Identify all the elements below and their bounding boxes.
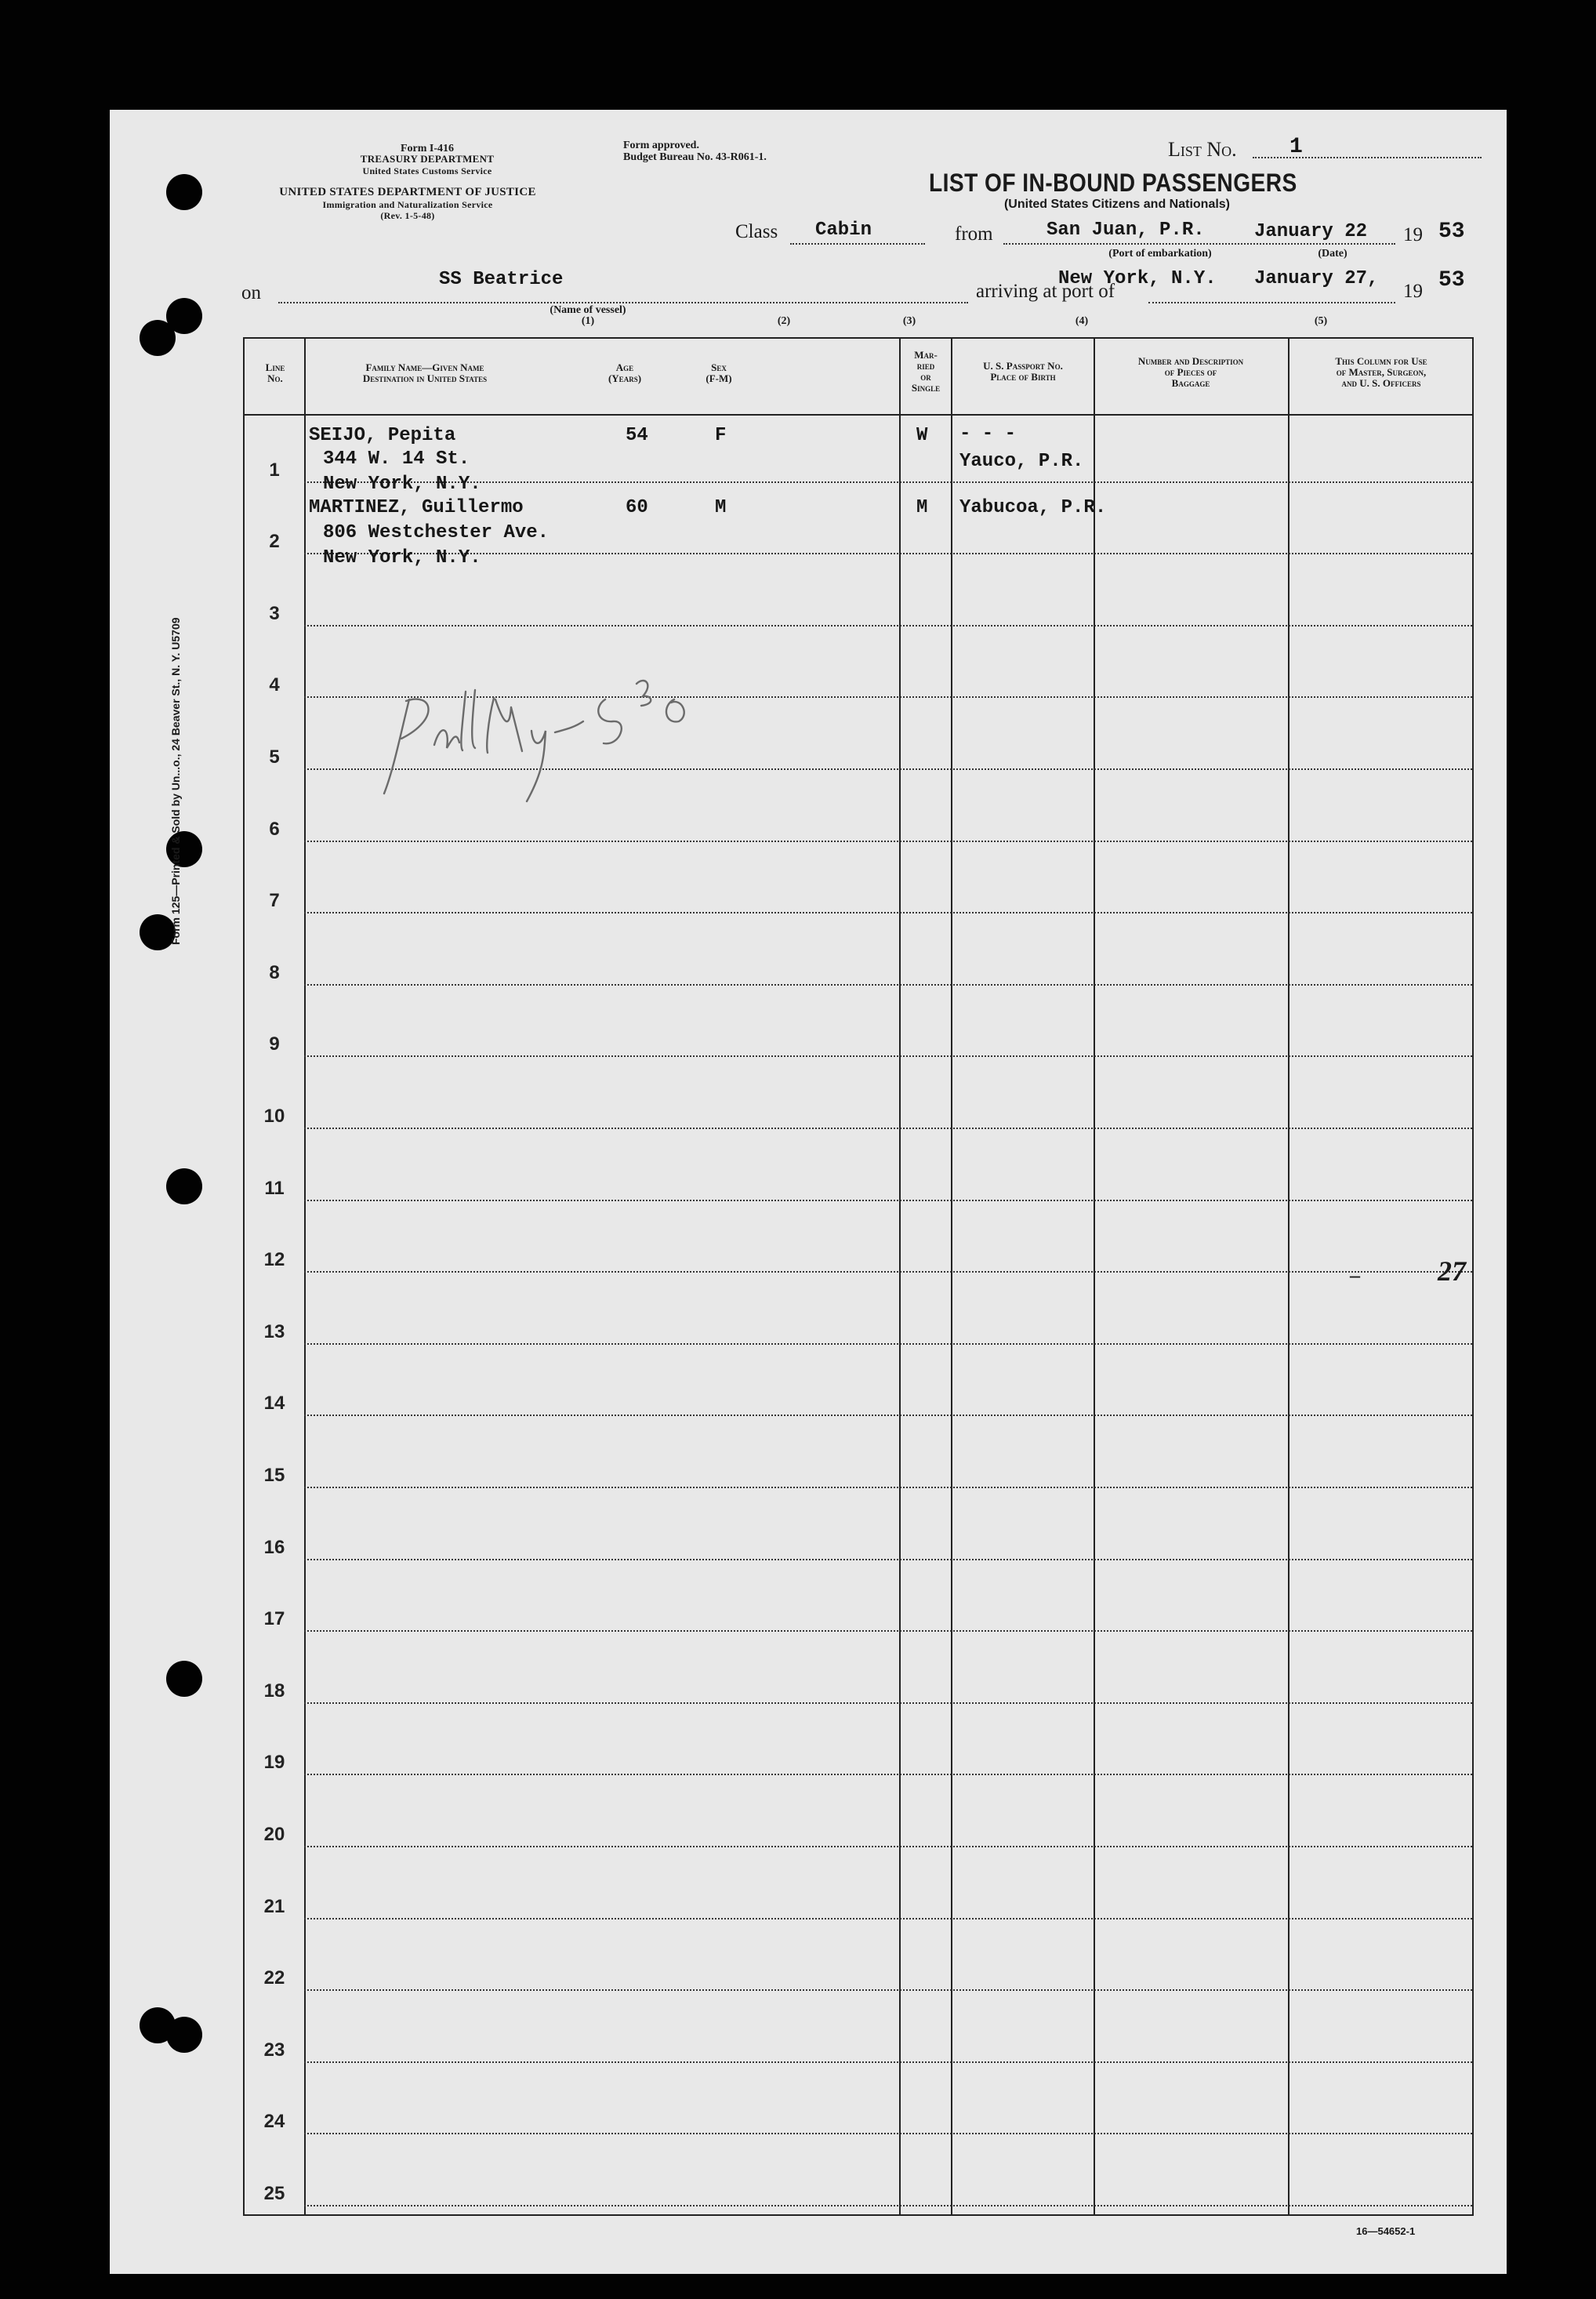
line-number: 14 xyxy=(263,1393,285,1415)
row-rule xyxy=(304,1200,1472,1201)
row-rule xyxy=(304,1702,1472,1704)
line-number: 8 xyxy=(269,961,280,983)
arrival-port: New York, N.Y. xyxy=(1058,268,1217,289)
row-rule xyxy=(304,1774,1472,1775)
line-number: 3 xyxy=(269,602,280,624)
row-rule xyxy=(304,625,1472,627)
col-name: Family Name—Given Name Destination in United States xyxy=(362,361,488,384)
class-value: Cabin xyxy=(815,220,872,241)
printer-side-text: Form 125—Printed & Sold by Un...o., 24 Beaver St., N. Y. U5709 xyxy=(169,617,182,945)
vessel-name: SS Beatrice xyxy=(439,269,564,290)
col-sex: Sex (F-M) xyxy=(706,361,732,384)
treasury-dept: TREASURY DEPARTMENT xyxy=(360,153,495,165)
passenger-table xyxy=(243,337,1474,2216)
line-number: 6 xyxy=(269,818,280,840)
class-line xyxy=(790,243,925,245)
year-prefix: 19 xyxy=(1403,281,1423,302)
row-rule xyxy=(304,2205,1472,2206)
row-rule xyxy=(304,984,1472,986)
passenger-passport: - - - xyxy=(959,423,1017,445)
line-number: 19 xyxy=(263,1752,285,1774)
embark-year: 53 xyxy=(1438,220,1465,244)
date-caption: (Date) xyxy=(1318,248,1348,260)
row-rule xyxy=(304,1559,1472,1560)
line-number: 20 xyxy=(263,1824,285,1845)
dept-justice: UNITED STATES DEPARTMENT OF JUSTICE xyxy=(279,186,536,198)
passenger-age: 54 xyxy=(626,425,648,446)
col-line-no: Line No. xyxy=(265,361,285,384)
embark-date: January 22 xyxy=(1254,221,1368,242)
line-number: 13 xyxy=(263,1320,285,1342)
immigration-service: Immigration and Naturalization Service xyxy=(322,199,493,210)
row-rule xyxy=(304,1630,1472,1632)
form-title: LIST OF IN-BOUND PASSENGERS xyxy=(929,169,1297,197)
passenger-birthplace: Yauco, P.R. xyxy=(959,451,1084,472)
vessel-caption: (Name of vessel) xyxy=(550,304,626,316)
row-rule xyxy=(304,1989,1472,1991)
officer-dash: – xyxy=(1350,1264,1360,1287)
col-officers: This Column for Use of Master, Surgeon, and U. S. Officers xyxy=(1335,355,1427,389)
row-rule xyxy=(304,1343,1472,1345)
passenger-age: 60 xyxy=(626,497,648,518)
line-number: 1 xyxy=(269,459,280,481)
passenger-sex: F xyxy=(715,425,727,446)
row-rule xyxy=(304,1415,1472,1416)
passenger-city: New York, N.Y. xyxy=(323,547,481,568)
line-number: 23 xyxy=(263,2039,285,2061)
punch-hole xyxy=(140,320,176,356)
col-num-5: (5) xyxy=(1314,315,1328,327)
row-rule xyxy=(304,1055,1472,1057)
row-rule xyxy=(304,2061,1472,2063)
line-number: 12 xyxy=(263,1249,285,1271)
form-number: Form I-416 xyxy=(400,143,455,154)
passenger-marital: M xyxy=(916,497,928,518)
row-rule xyxy=(304,1487,1472,1488)
class-label: Class xyxy=(735,221,778,242)
row-rule xyxy=(304,1918,1472,1919)
line-number: 24 xyxy=(263,2111,285,2133)
list-no-value: 1 xyxy=(1289,135,1303,159)
revision-date: (Rev. 1-5-48) xyxy=(380,210,435,221)
passenger-marital: W xyxy=(916,425,928,446)
punch-hole xyxy=(166,1661,202,1697)
list-no-label: List No. xyxy=(1168,138,1237,161)
on-label: on xyxy=(241,282,261,303)
col-age: Age (Years) xyxy=(608,361,642,384)
arriving-label: arriving at port of xyxy=(976,281,1115,302)
passenger-address: 806 Westchester Ave. xyxy=(323,522,550,543)
line-number: 5 xyxy=(269,746,280,768)
line-number: 25 xyxy=(263,2183,285,2204)
line-number: 16 xyxy=(263,1536,285,1558)
col-num-3: (3) xyxy=(902,315,916,327)
line-number: 2 xyxy=(269,531,280,553)
line-number: 9 xyxy=(269,1033,280,1055)
col-num-4: (4) xyxy=(1075,315,1089,327)
row-rule xyxy=(304,1128,1472,1129)
year-prefix: 19 xyxy=(1403,224,1423,245)
line-number: 4 xyxy=(269,674,280,696)
line-number: 7 xyxy=(269,890,280,912)
passenger-name: SEIJO, Pepita xyxy=(309,425,456,446)
line-number: 10 xyxy=(263,1106,285,1127)
vessel-caption-num: (1) xyxy=(581,315,595,327)
from-label: from xyxy=(955,223,993,245)
line-number: 11 xyxy=(264,1177,285,1199)
col-num-2: (2) xyxy=(777,315,791,327)
passenger-name: MARTINEZ, Guillermo xyxy=(309,497,524,518)
budget-bureau: Budget Bureau No. 43-R061-1. xyxy=(623,151,767,163)
form-sheet xyxy=(110,110,1507,2274)
list-no-line xyxy=(1253,157,1482,158)
footer-code: 16—54652-1 xyxy=(1356,2225,1416,2237)
punch-hole xyxy=(140,2007,176,2043)
col-married: Mar- ried or Single xyxy=(911,349,941,394)
passenger-birthplace: Yabucoa, P.R. xyxy=(959,497,1107,518)
passenger-sex: M xyxy=(715,497,727,518)
row-rule xyxy=(304,1271,1472,1273)
embark-port: San Juan, P.R. xyxy=(1046,220,1205,241)
col-passport: U. S. Passport No. Place of Birth xyxy=(983,360,1063,383)
punch-hole xyxy=(166,174,202,210)
from-line xyxy=(1003,243,1395,245)
passenger-address: 344 W. 14 St. xyxy=(323,449,470,470)
form-subtitle: (United States Citizens and Nationals) xyxy=(1003,198,1231,211)
arrival-date: January 27, xyxy=(1254,268,1379,289)
row-rule xyxy=(304,1846,1472,1847)
row-rule xyxy=(304,2133,1472,2134)
arrival-line xyxy=(1148,302,1395,303)
line-number: 18 xyxy=(263,1680,285,1702)
officer-mark: 27 xyxy=(1438,1255,1466,1287)
vessel-line xyxy=(278,302,968,303)
customs-service: United States Customs Service xyxy=(362,165,492,176)
row-rule xyxy=(304,912,1472,913)
line-number: 21 xyxy=(263,1895,285,1917)
row-rule xyxy=(304,841,1472,842)
arrival-year: 53 xyxy=(1438,268,1465,292)
passenger-city: New York, N.Y. xyxy=(323,474,481,495)
handwritten-signature xyxy=(378,676,754,817)
port-embark-caption: (Port of embarkation) xyxy=(1108,248,1212,260)
col-baggage: Number and Description of Pieces of Baggage xyxy=(1137,355,1244,389)
line-number: 15 xyxy=(263,1465,285,1486)
line-number: 22 xyxy=(263,1967,285,1989)
form-approved: Form approved. xyxy=(623,140,699,151)
line-number: 17 xyxy=(263,1608,285,1630)
punch-hole xyxy=(166,1168,202,1204)
